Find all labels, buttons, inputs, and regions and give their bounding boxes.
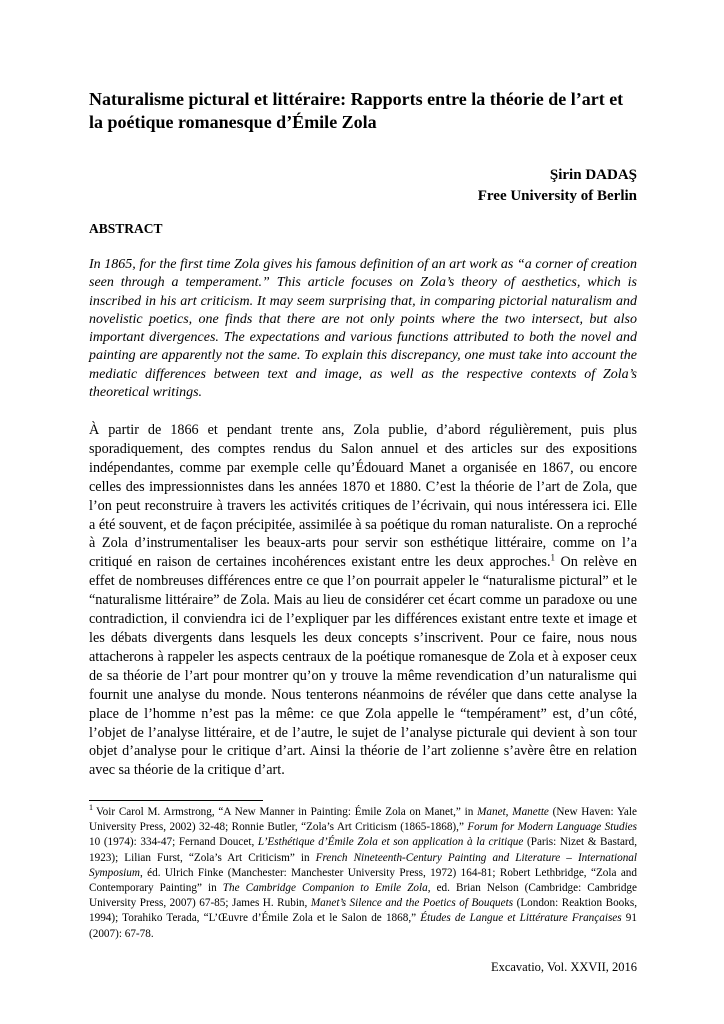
abstract-heading: ABSTRACT <box>89 221 163 236</box>
footnote-text-segment: , éd. Ulrich Finke (Manchester: Manchester University Press, 1972) 164-81; Robert Lethbridge, “Zola and Contemporary Painting” in <box>89 866 637 895</box>
footnote-text-segment: (London: Reaktion Books, 1994); Torahiko Terada, “L’Œuvre d’Émile Zola et le Salon de 1868,” <box>89 897 638 925</box>
body-text-part2: On relève en effet de nombreuses différences entre ce que l’on pourrait appeler le “naturalisme pictural” et le “naturalisme littéraire” de Zola. Mais au lieu de considérer cet écart comme un paradoxe ou une contradiction, il conviendra ici de l’expliquer par les différences existant entre texte et image et les débats divergents dans lesquels les deux concepts s’inscrivent. Pour ce faire, nous nous attacherons à rappeler les aspects centraux de la poétique romanesque de Zola et à exposer ceux de sa théorie de l’art pour montrer qu’on y trouve la même revendication d’un naturalisme qui fournit une analyse du monde. Nous tenterons néanmoins de révéler que dans cette analyse la place de l’homme n’est pas la même: ce que Zola appelle le “tempérament” est, d’un côté, l’objet de l’analyse littéraire, et de l’autre, le sujet de l’analyse picturale qui devient à son tour objet d’analyse pour le critique d’art. Ainsi la théorie de l’art zolienne s’avère être en relation avec sa théorie de la critique d’art. <box>89 554 637 779</box>
paper-title: Naturalisme pictural et littéraire: Rapports entre la théorie de l’art et la poétique romanesque d’Émile Zola <box>89 89 624 132</box>
footnote-title-segment: Forum for Modern Language Studies <box>467 821 637 834</box>
footnote-title-segment: French Nineteenth-Century Painting and Literature – International Symposium <box>89 851 637 879</box>
body-paragraph <box>89 421 637 780</box>
footnote-text-segment: (New Haven: Yale University Press, 2002) 32-48; Ronnie Butler, “Zola’s Art Criticism (1865-1868),” <box>89 806 637 834</box>
footnote-title-segment: Études de Langue et Littérature Françaises <box>420 912 622 925</box>
body-text-part1: À partir de 1866 et pendant trente ans, Zola publie, d’abord régulièrement, puis plus sporadiquement, des comptes rendus du Salon annuel et des articles sur des expositions indépendantes, comme par exemple celle qu’Édouard Manet a organisée en 1867, ou encore celles des impressionnistes dans les années 1870 et 1880. C’est la théorie de l’art de Zola, que l’on peut reconstruire à travers les activités critiques de l’écrivain, qui nous intéressera ici. Elle a été souvent, et de façon précipitée, assimilée à sa poétique du roman naturaliste. On a reproché à Zola d’instrumentaliser les beaux-arts pour servir son esthétique littéraire, comme on l’a critiqué en raison de certaines incohérences existant entre les deux approches. <box>89 422 637 571</box>
footnote-divider <box>89 800 263 801</box>
footnote-text-segment: Voir Carol M. Armstrong, “A New Manner in Painting: Émile Zola on Manet,” in <box>96 806 478 818</box>
footnote <box>89 805 637 942</box>
footnote-title-segment: Manet, Manette <box>477 806 549 818</box>
footnote-text-segment: 91 (2007): 67-78. <box>89 912 637 940</box>
footnote-text-segment: , ed. Brian Nelson (Cambridge: Cambridge University Press, 2007) 67-85; James H. Rubin, <box>89 882 637 910</box>
footnote-title-segment: The Cambridge Companion to Emile Zola <box>222 882 428 895</box>
footnote-text-segment: 10 (1974): 334-47; Fernand Doucet, <box>89 836 258 849</box>
author-name: Şirin DADAŞ <box>549 167 637 183</box>
abstract-text: In 1865, for the first time Zola gives his famous definition of an art work as “a corner of creation seen through a temperament.” This article focuses on Zola’s theory of aesthetics, which is inscribed in his art criticism. It may seem surprising that, in comparing pictorial naturalism and novelistic poetics, one finds that there are not only points where the two intersect, but also important divergences. The expectations and various functions attributed to both the novel and painting are apparently not the same. To explain this discrepancy, one must take into account the mediatic differences between text and image, as well as the respective contexts of Zola’s theoretical writings. <box>89 257 637 401</box>
footnote-number: 1 <box>89 803 93 813</box>
author-block <box>478 165 637 207</box>
journal-footer: Excavatio, Vol. XXVII, 2016 <box>490 960 637 974</box>
author-affiliation: Free University of Berlin <box>477 188 637 204</box>
footnote-reference[interactable]: 1 <box>550 552 555 563</box>
footnote-title-segment: Manet’s Silence and the Poetics of Bouquets <box>310 897 514 910</box>
footnote-text-segment: (Paris: Nizet & Bastard, 1923); Lilian Furst, “Zola’s Art Criticism” in <box>89 836 638 864</box>
footnote-title-segment: L’Esthétique d’Émile Zola et son application à la critique <box>257 836 524 849</box>
